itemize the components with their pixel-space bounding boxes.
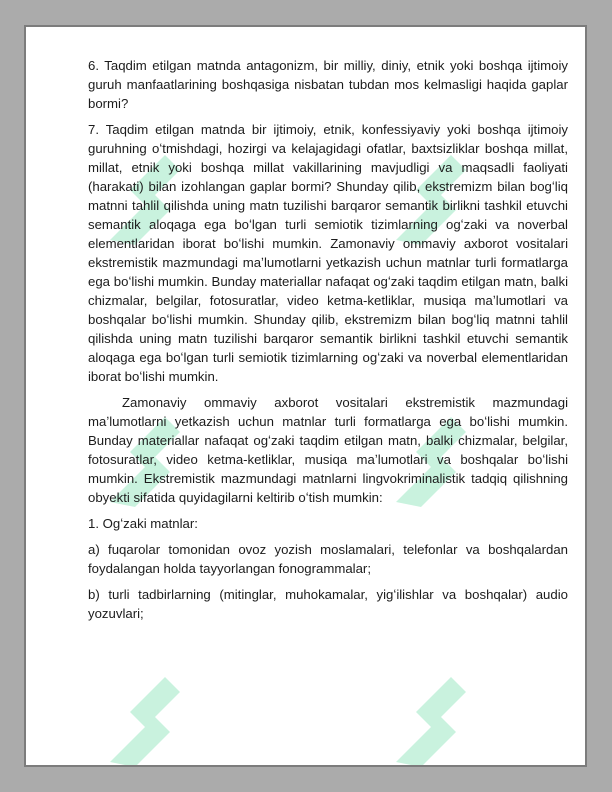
paragraph-media-formats: Zamonaviy ommaviy axborot vositalari ekstremistik mazmundagi maʼlumotlarni yetkazish uchun matnlar turli formatlarga ega boʻlishi mumkin. Bunday materiallar nafaqat ogʻzaki taqdim etilgan matn, balki chizmalar, belgilar, fotosuratlar, video ketma-ketliklar, musiqa maʼlumotlari va boshqalar boʻlishi mumkin. Ekstremistik mazmundagi matnlarni lingvokriminalistik tadqiq qilishning obyekti sifatida quyidagilarni keltirib oʻtish mumkin: <box>88 395 568 505</box>
watermark-logo-icon <box>386 667 496 767</box>
watermark-logo-icon <box>100 667 210 767</box>
paragraph-question-7: 7. Taqdim etilgan matnda bir ijtimoiy, etnik, konfessiyaviy yoki boshqa ijtimoiy guruhning oʻtmishdagi, hozirgi va kelajagidagi ofatlar, baxtsizliklar boshqa millat, millat, etnik yoki boshqa millat vakillarining mavjudligi va maqsadli faoliyati (harakati) bilan izohlangan gaplar bormi? Shunday qilib, ekstremizm bilan bogʻliq matnni tahlil qilishda uning matn tuzilishi barqaror semantik birlikni tashkil etuvchi semantik aloqaga ega boʻlgan turli semiotik tizimlarning ogʻzaki va noverbal elementlaridan iborat boʻlishi mumkin. Zamonaviy ommaviy axborot vositalari ekstremistik mazmundagi maʼlumotlarni yetkazish uchun matnlar turli formatlarga ega boʻlishi mumkin. Bunday materiallar nafaqat ogʻzaki taqdim etilgan matn, balki chizmalar, belgilar, fotosuratlar, video ketma-ketliklar, musiqa maʼlumotlari va boshqalar boʻlishi mumkin. Shunday qilib, ekstremizm bilan bogʻliq matnni tahlil qilishda uning matn tuzilishi barqaror semantik birlikni tashkil etuvchi semantik aloqaga ega boʻlgan turli semiotik tizimlarning ogʻzaki va noverbal elementlaridan iborat boʻlishi mumkin. <box>88 122 568 384</box>
document-body <box>88 56 568 630</box>
list-item-b: b) turli tadbirlarning (mitinglar, muhokamalar, yigʻilishlar va boshqalar) audio yozuvlari; <box>88 587 568 621</box>
list-heading-oral-texts: 1. Ogʻzaki matnlar: <box>88 516 198 531</box>
document-page <box>24 25 587 767</box>
paragraph-question-6: 6. Taqdim etilgan matnda antagonizm, bir milliy, diniy, etnik yoki boshqa ijtimoiy guruh manfaatlarining boshqasiga nisbatan tubdan mos kelmasligi haqida gaplar bormi? <box>88 58 568 111</box>
list-item-a: a) fuqarolar tomonidan ovoz yozish moslamalari, telefonlar va boshqalardan foydalangan holda tayyorlangan fonogrammalar; <box>88 542 568 576</box>
